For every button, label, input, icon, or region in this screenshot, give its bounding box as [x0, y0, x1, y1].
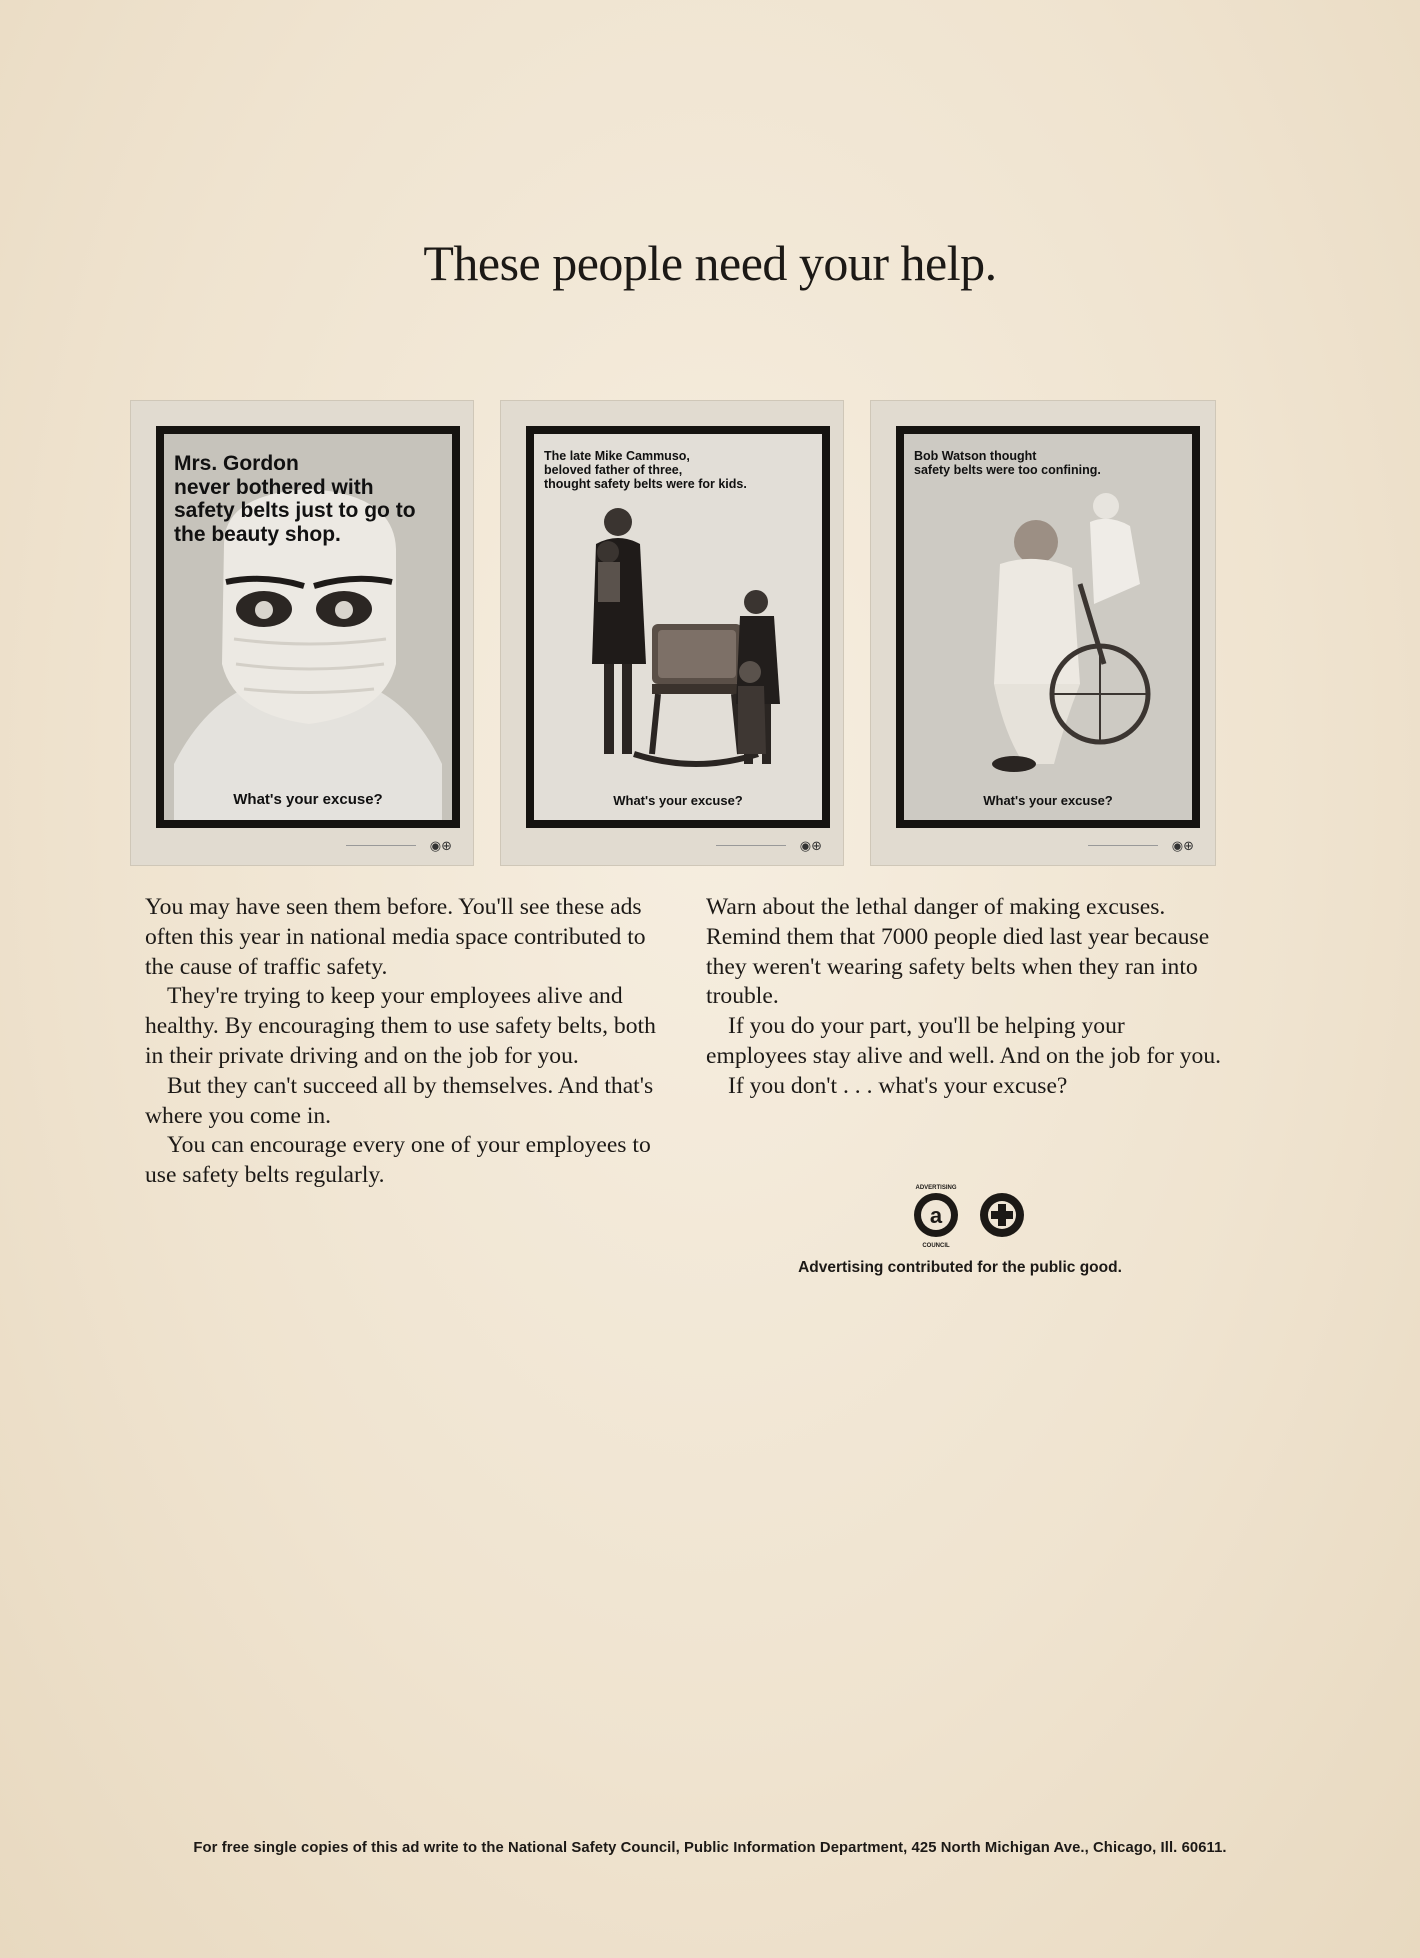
- poster-1-line-4: the beauty shop.: [174, 522, 341, 546]
- poster-1-tagline: What's your excuse?: [233, 791, 383, 808]
- poster-1-divider: [346, 845, 416, 846]
- body-col1-para-3: But they can't succeed all by themselves. And that's where you come in.: [145, 1072, 654, 1129]
- poster-2-line-2: beloved father of three,: [544, 462, 683, 477]
- footer-address: For free single copies of this ad write to the National Safety Council, Public Information Department, 425 North Michigan Ave., Chicago, Ill. 60611.: [193, 1840, 1227, 1856]
- poster-panel-3: [870, 400, 1216, 866]
- poster-3-divider: [1088, 845, 1158, 846]
- public-good-credit: Advertising contributed for the public good.: [798, 1259, 1122, 1276]
- poster-panel-2: [500, 400, 844, 866]
- body-col2-para-2: If you do your part, you'll be helping your employees stay alive and well. And on the job for you.: [706, 1013, 1222, 1069]
- poster-panel-1: [130, 400, 474, 866]
- poster-1-line-3: safety belts just to go to: [174, 499, 416, 523]
- ad-council-seal-icon: [914, 1185, 958, 1249]
- poster-2-divider: [716, 845, 786, 846]
- ad-council-ring-top: ADVERTISING: [915, 1185, 957, 1191]
- poster-1: [156, 426, 460, 828]
- body-col2-para-3: If you don't . . . what's your excuse?: [728, 1072, 1068, 1099]
- poster-3-line-1: Bob Watson thought: [914, 449, 1037, 463]
- poster-2-headline: [544, 450, 812, 491]
- body-col1-para-1: You may have seen them before. You'll see these ads often this year in national media space contributed to the cause of traffic safety.: [145, 894, 646, 980]
- poster-3-seal-icons: ◉⊕: [1171, 839, 1194, 854]
- page-headline: These people need your help.: [423, 235, 997, 291]
- poster-3: [896, 426, 1200, 828]
- sponsor-seals: [898, 1180, 1048, 1250]
- poster-2: [526, 426, 830, 828]
- family-empty-rocking-chair-icon: [534, 434, 822, 820]
- poster-1-line-2: never bothered with: [174, 475, 374, 499]
- wheelchair-patient-icon: [904, 434, 1192, 820]
- cross-icon: [980, 1193, 1024, 1237]
- poster-3-tagline: What's your excuse?: [983, 793, 1113, 808]
- body-col1-para-4: You can encourage every one of your employees to use safety belts regularly.: [145, 1132, 651, 1189]
- poster-2-seal-icons: ◉⊕: [799, 839, 822, 854]
- poster-1-headline: [174, 452, 442, 546]
- body-col1-para-2: They're trying to keep your employees alive and healthy. By encouraging them to use safety belts, both in their private driving and on the job for you.: [145, 983, 656, 1069]
- poster-2-tagline: What's your excuse?: [613, 793, 743, 808]
- poster-1-line-1: Mrs. Gordon: [174, 452, 299, 475]
- poster-2-line-1: The late Mike Cammuso,: [544, 449, 690, 463]
- poster-1-seal-icons: ◉⊕: [429, 839, 452, 854]
- ad-council-letter: a: [929, 1203, 943, 1228]
- body-col2-para-1: Warn about the lethal danger of making excuses. Remind them that 7000 people died last year because they weren't wearing safety belts when they ran into trouble.: [706, 894, 1210, 1010]
- poster-2-line-3: thought safety belts were for kids.: [544, 476, 747, 491]
- poster-3-headline: [914, 450, 1182, 478]
- body-column-1: [145, 893, 675, 1191]
- ad-council-ring-bottom: COUNCIL: [922, 1243, 950, 1249]
- poster-3-line-2: safety belts were too confining.: [914, 462, 1101, 477]
- body-column-2: [706, 893, 1226, 1102]
